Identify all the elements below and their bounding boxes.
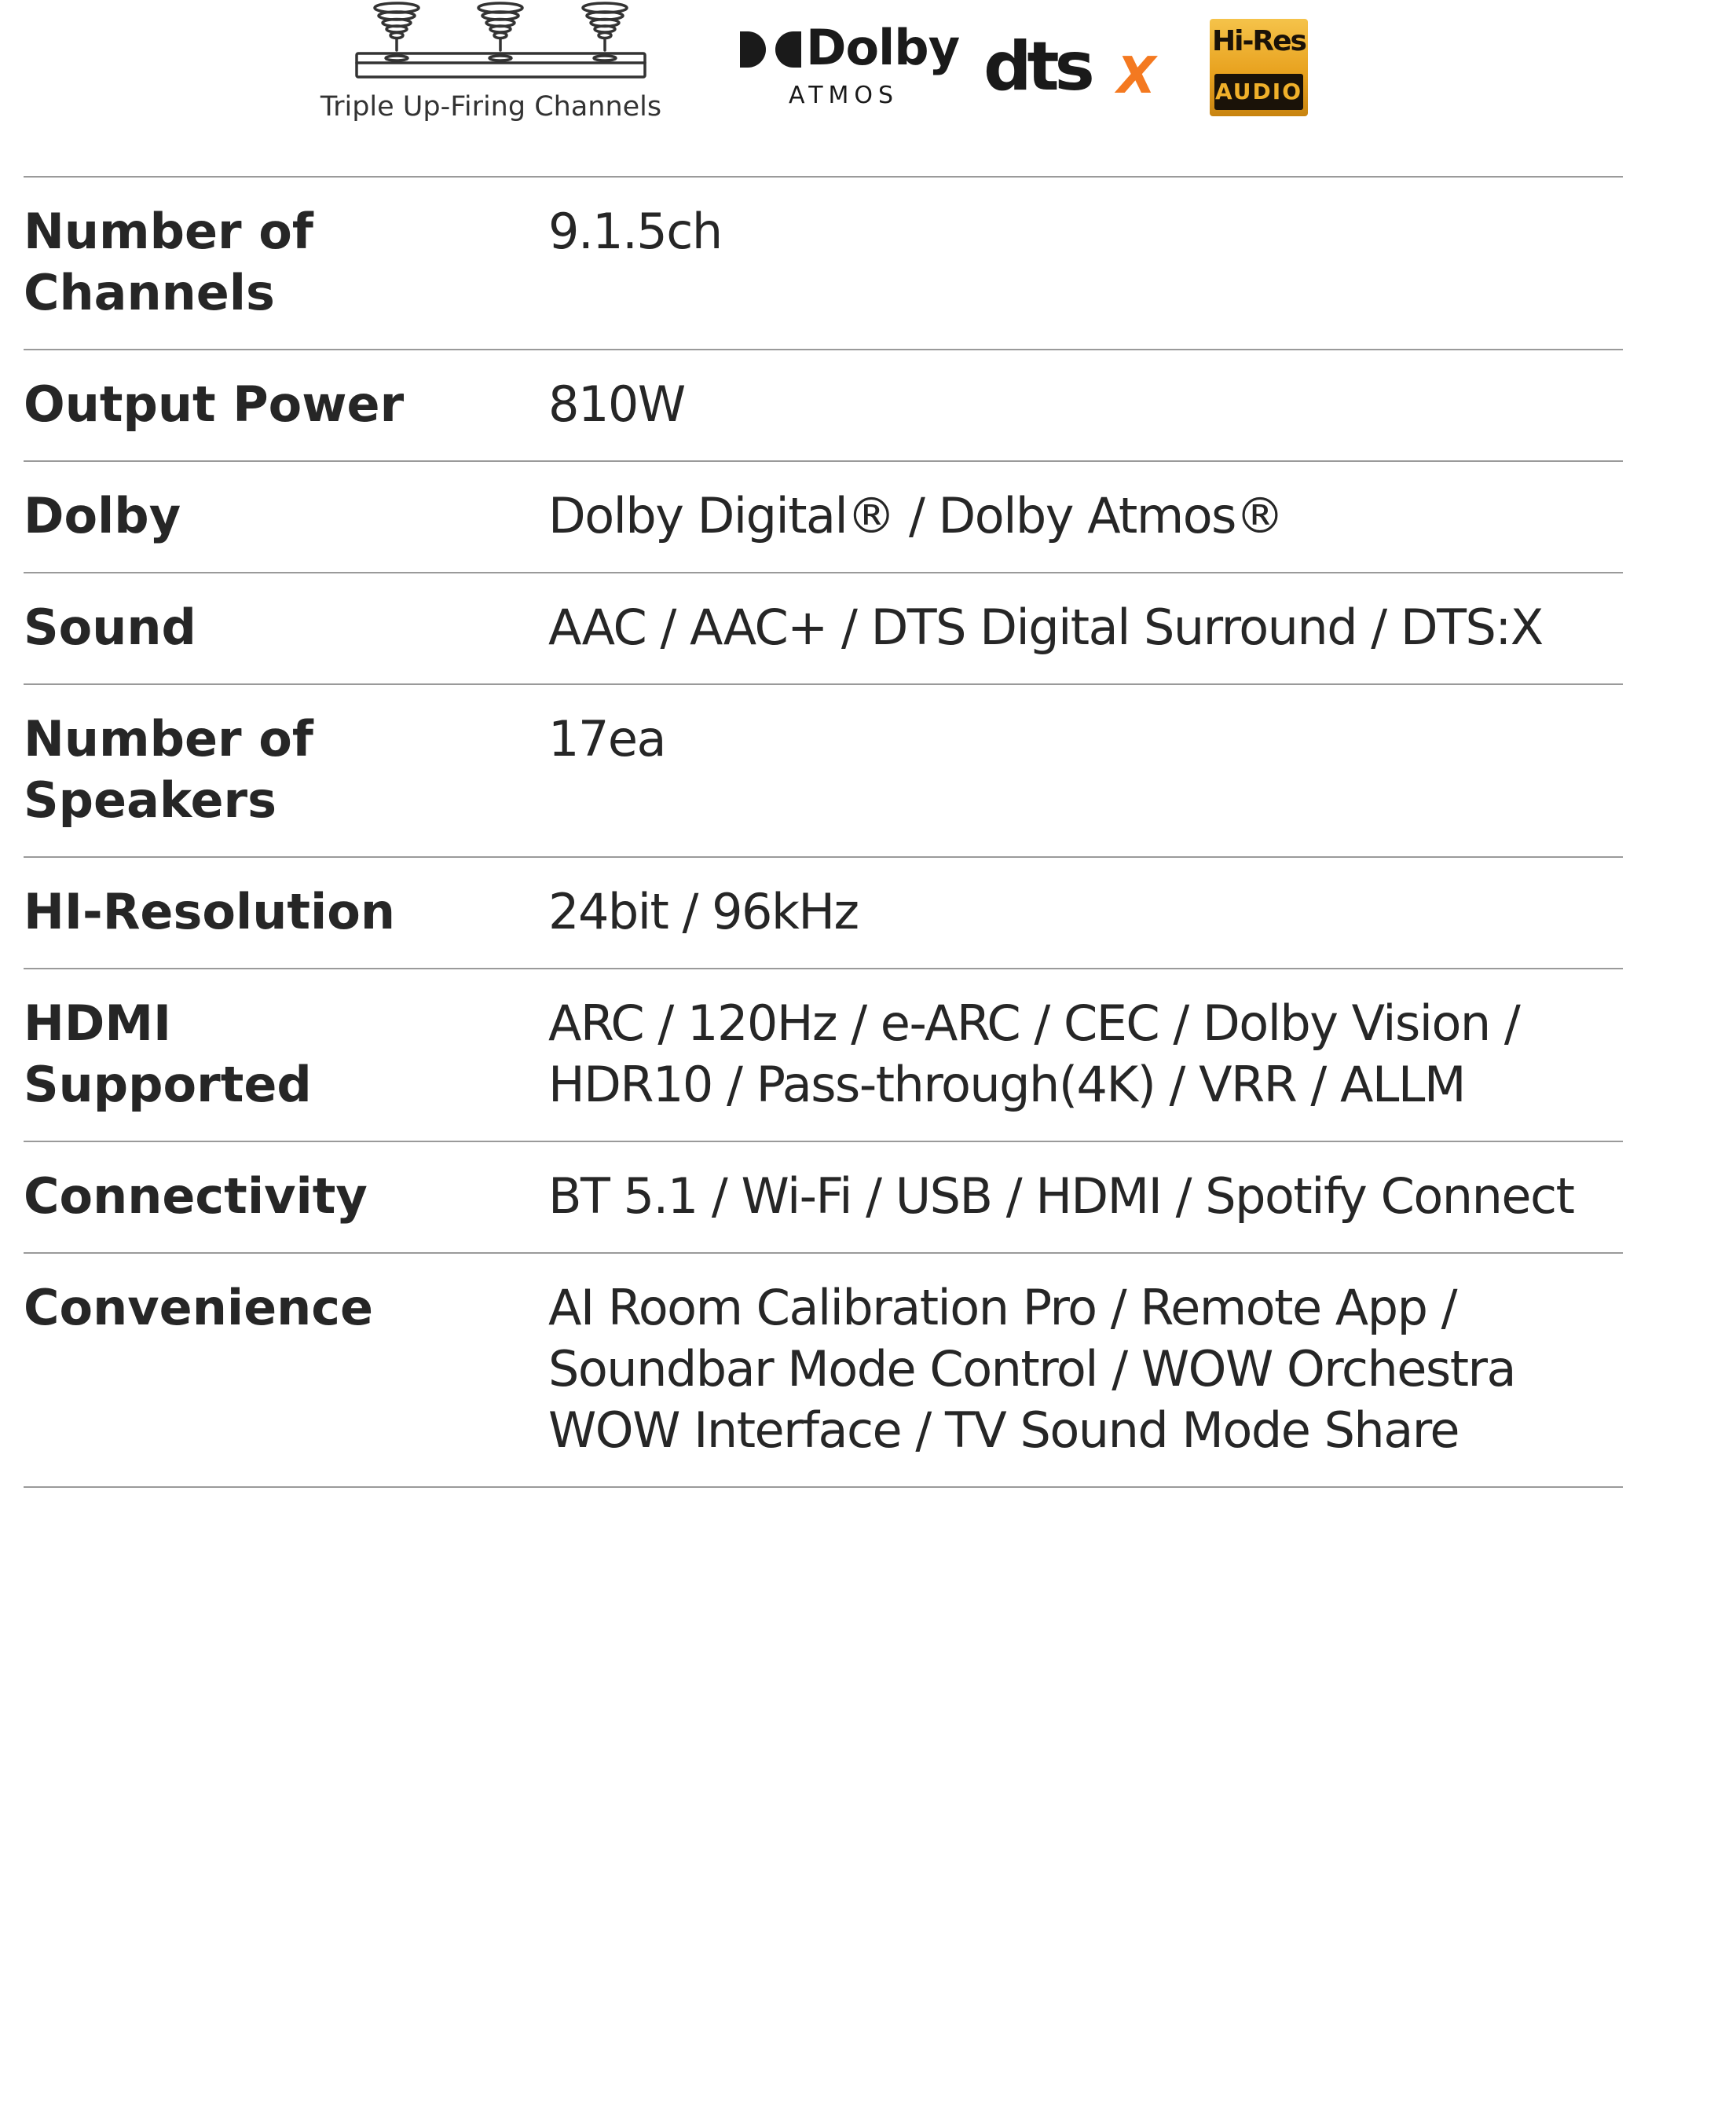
spec-label-line: Number of xyxy=(24,710,313,767)
dtsx-text: dts xyxy=(983,30,1090,106)
spec-label-line: Sound xyxy=(24,599,196,656)
spec-value xyxy=(548,201,1623,262)
spec-value-line: AI Room Calibration Pro / Remote App / xyxy=(548,1279,1457,1336)
hires-audio-logo xyxy=(1210,19,1308,116)
spec-value xyxy=(548,709,1623,770)
spec-row xyxy=(24,858,1623,969)
upfiring-caption: Triple Up-Firing Channels xyxy=(320,91,662,123)
spec-value xyxy=(548,881,1623,943)
spec-label xyxy=(24,709,548,831)
spec-label-line: Speakers xyxy=(24,771,277,829)
spec-value xyxy=(548,374,1623,435)
spec-value-line: 24bit / 96kHz xyxy=(548,883,859,940)
spec-label xyxy=(24,485,548,547)
spec-label-line: Convenience xyxy=(24,1279,374,1336)
dtsx-wordmark xyxy=(983,30,1180,108)
dtsx-x-mark: X xyxy=(1117,47,1156,105)
spec-label-line: HI-Resolution xyxy=(24,883,395,940)
spec-label xyxy=(24,881,548,943)
hires-top-label: Hi-Res xyxy=(1212,25,1306,57)
spec-value-line: HDR10 / Pass-through(4K) / VRR / ALLM xyxy=(548,1056,1465,1113)
dolby-double-d-icon xyxy=(738,30,803,69)
spec-label-line: Supported xyxy=(24,1056,312,1113)
dolby-wordmark: Dolby xyxy=(806,19,960,76)
spec-label xyxy=(24,993,548,1115)
spec-value-line: 9.1.5ch xyxy=(548,203,722,260)
dtsx-logo xyxy=(983,30,1180,108)
spec-label-line: Dolby xyxy=(24,487,181,544)
spec-value xyxy=(548,597,1623,658)
spec-value-line: 810W xyxy=(548,375,685,433)
upfiring-feature xyxy=(314,0,668,134)
spec-label xyxy=(24,1166,548,1227)
spec-value xyxy=(548,1166,1623,1227)
spec-value xyxy=(548,1277,1623,1461)
spec-row xyxy=(24,969,1623,1142)
spec-value xyxy=(548,993,1623,1115)
feature-logo-strip xyxy=(0,0,1736,157)
spec-value-line: Dolby Digital® / Dolby Atmos® xyxy=(548,487,1284,544)
spec-label xyxy=(24,597,548,658)
spec-value-line: ARC / 120Hz / e-ARC / CEC / Dolby Vision / xyxy=(548,995,1520,1052)
spec-row xyxy=(24,1254,1623,1488)
dolby-atmos-sublabel: ATMOS xyxy=(789,82,899,109)
spec-label-line: Channels xyxy=(24,264,275,321)
spec-value-line: 17ea xyxy=(548,710,666,767)
spec-label-line: Number of xyxy=(24,203,313,260)
spec-row xyxy=(24,573,1623,685)
spec-row xyxy=(24,178,1623,350)
spec-label-line: Output Power xyxy=(24,375,405,433)
spec-label-line: Connectivity xyxy=(24,1167,368,1225)
upfiring-speaker-icon xyxy=(353,2,648,82)
spec-label xyxy=(24,1277,548,1339)
spec-label xyxy=(24,201,548,324)
spec-value-line: WOW Interface / TV Sound Mode Share xyxy=(548,1401,1459,1459)
spec-value-line: AAC / AAC+ / DTS Digital Surround / DTS:X xyxy=(548,599,1543,656)
spec-value-line: BT 5.1 / Wi-Fi / USB / HDMI / Spotify Connect xyxy=(548,1167,1574,1225)
dolby-atmos-logo xyxy=(738,19,960,114)
spec-value xyxy=(548,485,1623,547)
spec-row xyxy=(24,350,1623,462)
hires-bottom-label: AUDIO xyxy=(1214,74,1303,110)
spec-value-line: Soundbar Mode Control / WOW Orchestra xyxy=(548,1340,1515,1398)
spec-label xyxy=(24,374,548,435)
spec-table xyxy=(24,176,1623,1488)
spec-row xyxy=(24,685,1623,858)
spec-row xyxy=(24,1142,1623,1254)
spec-label-line: HDMI xyxy=(24,995,172,1052)
spec-row xyxy=(24,462,1623,573)
